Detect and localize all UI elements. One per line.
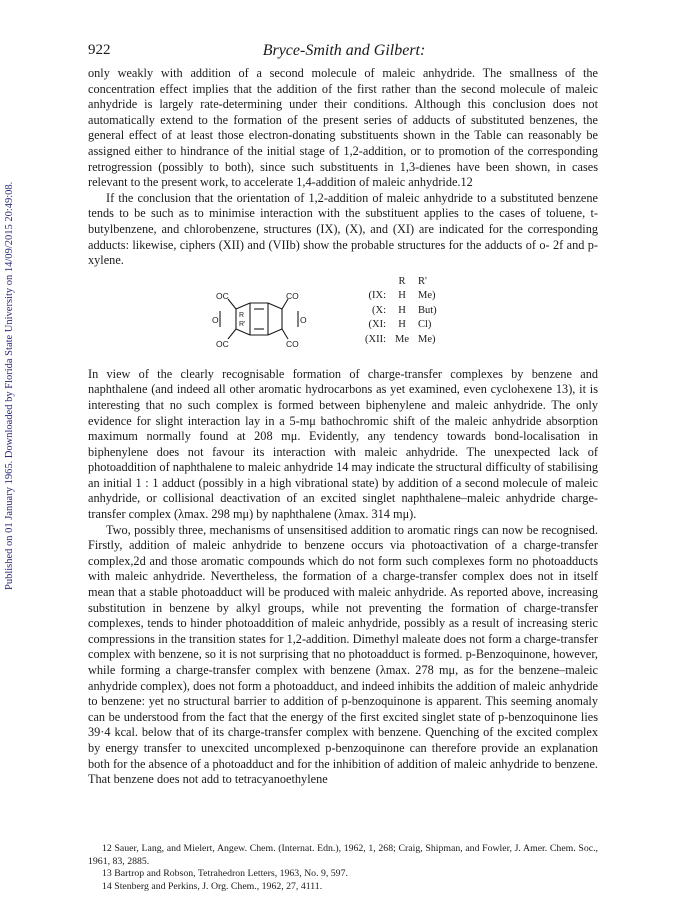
- paragraph: only weakly with addition of a second molecule of maleic anhydride. The smallness of the concentration effect implies that the addition of the first rather than the second molecule of maleic anhydride is largely rate-determining under their conditions. Although this conclusion does not automatically extend to the formation of the present series of adducts of substituted benzenes, the general effect of at least those electron-donating substituents shown in the Table can reasonably be assigned either to hindrance of the initial stage of 1,2-addition, or to promotion of the corresponding retrogression (possibly to both), since such substituents in 1,3-dienes have been shown, in cases relevant to the present work, to accelerate 1,4-addition of maleic anhydride.12: [88, 66, 598, 190]
- substituent-row: [350, 289, 452, 304]
- r-column-header: R: [398, 275, 406, 287]
- oc-bottom-label: OC: [216, 338, 229, 349]
- compound-label: (XI:: [368, 319, 386, 331]
- co-top-label: CO: [286, 290, 299, 301]
- r-prime-value: Cl): [418, 319, 432, 331]
- substituent-row: [350, 304, 452, 319]
- oc-top-label: OC: [216, 290, 229, 301]
- footnote: 12 Sauer, Lang, and Mielert, Angew. Chem. (Internat. Edn.), 1962, 1, 268; Craig, Shipman, and Fowler, J. Amer. Chem. Soc., 1961, 83, 2885.: [88, 843, 598, 867]
- r-substituent-label: R: [239, 311, 245, 319]
- o-left-label: O: [212, 314, 219, 325]
- r-prime-value: But): [418, 304, 437, 316]
- r-value: H: [398, 304, 406, 316]
- article-body: [88, 66, 598, 788]
- download-notice: Published on 01 January 1965. Downloaded by Florida State University on 14/09/2015 20:49:08.: [4, 181, 15, 590]
- r-value: H: [398, 319, 406, 331]
- adduct-structure-diagram: [198, 279, 318, 359]
- paragraph: Two, possibly three, mechanisms of unsensitised addition to aromatic rings can now be recognised. Firstly, addition of maleic anhydride to benzene occurs via photoactivation of a charge-transfer complex,2d and those aromatic compounds which do not form such complexes form no photoadducts with maleic anhydride. Nevertheless, the formation of a charge-transfer complex does not in itself mean that a stable photoadduct will be produced with maleic anhydride. As reported above, increasing substitution in benzene by alkyl groups, while not preventing the formation of charge-transfer complexes, tends to hinder photoaddition of maleic anhydride, possibly as a result of increasing steric compressions in the transition states for 1,2-addition. Dimethyl maleate does not form a charge-transfer complex with benzene, so it is not surprising that no photoadduct is formed. p-Benzoquinone, however, while forming a charge-transfer complex with benzene (λmax. 278 mμ, as for the benzene–maleic anhydride complex), does not form a photoadduct, and indeed inhibits the addition of maleic anhydride to benzene: yet no structural barrier to addition of p-benzoquinone is apparent. This seeming anomaly can be understood from the fact that the energy of the first excited singlet state of p-benzoquinone lies 39·4 kcal. below that of its charge-transfer complex with benzene. Quenching of the excited complex by energy transfer to unexcited uncomplexed p-benzoquinone can therefore provide an explanation both for the absence of a photoadduct and for the inhibition of addition of maleic anhydride to benzene. That benzene does not add to tetracyanoethylene: [88, 522, 598, 787]
- footnote: 13 Bartrop and Robson, Tetrahedron Letters, 1963, No. 9, 597.: [102, 868, 348, 880]
- substituent-row: [350, 333, 452, 348]
- r-prime-value: Me): [418, 290, 436, 302]
- r-prime-substituent-label: R': [239, 320, 246, 328]
- paragraph: If the conclusion that the orientation of 1,2-addition of maleic anhydride to a substituted benzene tends to be such as to minimise interaction with the substituent applies to the cases of toluene, t-butylbenzene, and chlorobenzene, structures (IX), (X), and (XI) are indicated for the corresponding adducts: likewise, ciphers (XII) and (VIIb) show the probable structures for the adducts of o- 2f and p-xylene.: [88, 190, 598, 268]
- footnotes: [88, 843, 598, 893]
- substituent-table-header: [350, 275, 452, 290]
- substituent-table: [350, 275, 452, 348]
- r-value: Me: [395, 333, 409, 345]
- compound-label: (X:: [372, 304, 386, 316]
- compound-label: (IX:: [368, 290, 386, 302]
- structure-figure: [88, 275, 598, 363]
- footnote: 14 Stenberg and Perkins, J. Org. Chem., 1962, 27, 4111.: [102, 880, 323, 892]
- page-number: 922: [88, 42, 111, 58]
- r-prime-value: Me): [418, 333, 436, 345]
- o-right-label: O: [300, 314, 307, 325]
- running-title: Bryce-Smith and Gilbert:: [262, 42, 426, 59]
- r-value: H: [398, 290, 406, 302]
- compound-label: (XII:: [365, 333, 386, 345]
- page-header: [88, 42, 600, 64]
- substituent-row: [350, 318, 452, 333]
- r-prime-column-header: R': [418, 275, 427, 287]
- co-bottom-label: CO: [286, 338, 299, 349]
- paragraph: In view of the clearly recognisable formation of charge-transfer complexes by benzene and naphthalene (and indeed all other aromatic hydrocarbons as yet examined, even cyclohexene 13), it is interesting that no such complex is formed between biphenylene and maleic anhydride. The only evidence for slight interaction lay in a 5-mμ bathochromic shift of the maleic anhydride absorption maximum normally found at 208 mμ. Evidently, any tendency towards bond-localisation in biphenylene does not favour its interaction with maleic anhydride. The unexpected lack of photoaddition of naphthalene to maleic anhydride 14 may indicate the structural difficulty of stabilising an initial 1 : 1 adduct (possibly in a high vibrational state) by addition of a second molecule of maleic anhydride, or collisional deactivation of an excited singlet naphthalene–maleic anhydride charge-transfer complex (λmax. 298 mμ) by naphthalene (λmax. 314 mμ).: [88, 366, 598, 522]
- adduct-structure-svg: [198, 279, 318, 359]
